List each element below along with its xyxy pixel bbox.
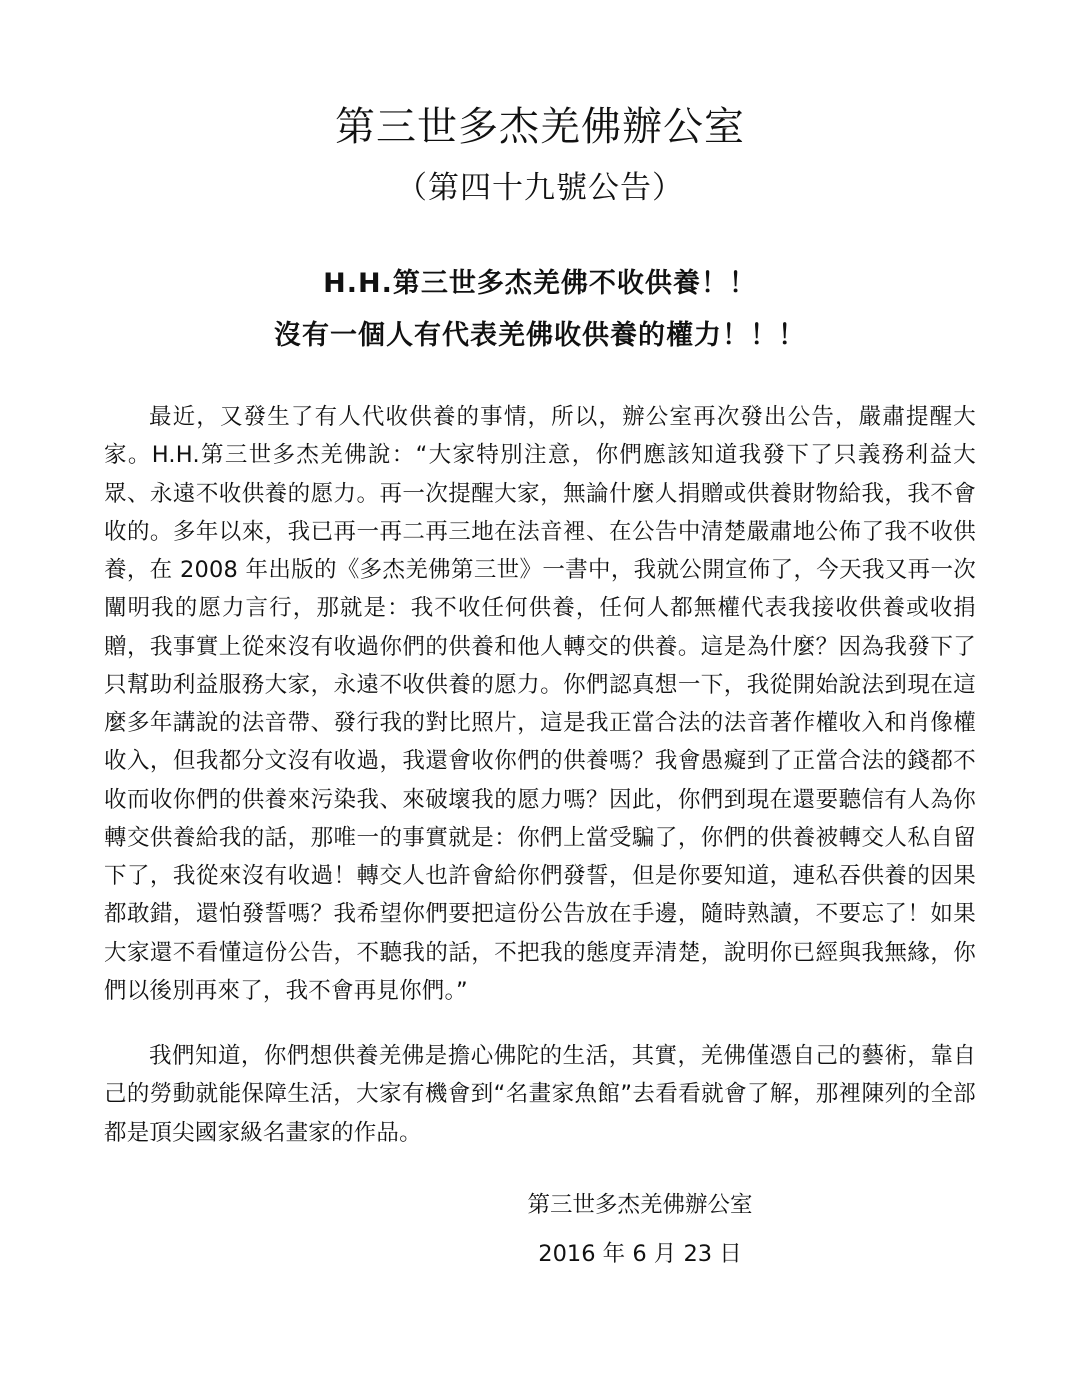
notice-title: 第三世多杰羌佛辦公室 [335, 104, 745, 150]
body-paragraph-1: 最近，又發生了有人代收供養的事情，所以，辦公室再次發出公告，嚴肅提醒大家。H.H.第三世多杰羌佛說：“大家特別注意，你們應該知道我發下了只義務利益大眾、永遠不收供養的愿力。再一次提醒大家，無論什麼人捐贈或供養財物給我，我不會收的。多年以來，我已再一再二再三地在法音裡、在公告中清楚嚴肅地公佈了我不收供養，在 2008 年出版的《多杰羌佛第三世》一書中，我就公開宣佈了，今天我又再一次闡明我的愿力言行，那就是：我不收任何供養，任何人都無權代表我接收供養或收捐贈，我事實上從來沒有收過你們的供養和他人轉交的供養。這是為什麼？因為我發下了只幫助利益服務大家，永遠不收供養的愿力。你們認真想一下，我從開始說法到現在這麼多年講說的法音帶、發行我的對比照片，這是我正當合法的法音著作權收入和肖像權收入，但我都分文沒有收過，我還會收你們的供養嗎？我會愚癡到了正當合法的錢都不收而收你們的供養來污染我、來破壞我的愿力嗎？因此，你們到現在還要聽信有人為你轉交供養給我的話，那唯一的事實就是：你們上當受騙了，你們的供養被轉交人私自留下了，我從來沒有收過！轉交人也許會給你們發誓，但是你要知道，連私吞供養的因果都敢錯，還怕發誓嗎？我希望你們要把這份公告放在手邊，隨時熟讀，不要忘了！如果大家還不看懂這份公告，不聽我的話，不把我的態度弄清楚，說明你已經與我無緣，你們以後別再來了，我不會再見你們。” [104, 404, 976, 1004]
signature-office: 第三世多杰羌佛辦公室 [527, 1192, 753, 1218]
body-paragraph-2: 我們知道，你們想供養羌佛是擔心佛陀的生活，其實，羌佛僅憑自己的藝術，靠自己的勞動就能保障生活，大家有機會到“名畫家魚館”去看看就會了解，那裡陳列的全部都是頂尖國家級名畫家的作品。 [104, 1043, 976, 1146]
headline-no-offerings: H.H.第三世多杰羌佛不收供養！！ [323, 268, 757, 299]
signature-date: 2016 年 6 月 23 日 [538, 1241, 742, 1267]
notice-number: （第四十九號公告） [396, 170, 684, 206]
headline-no-representative: 沒有一個人有代表羌佛收供養的權力！！！ [274, 320, 806, 351]
